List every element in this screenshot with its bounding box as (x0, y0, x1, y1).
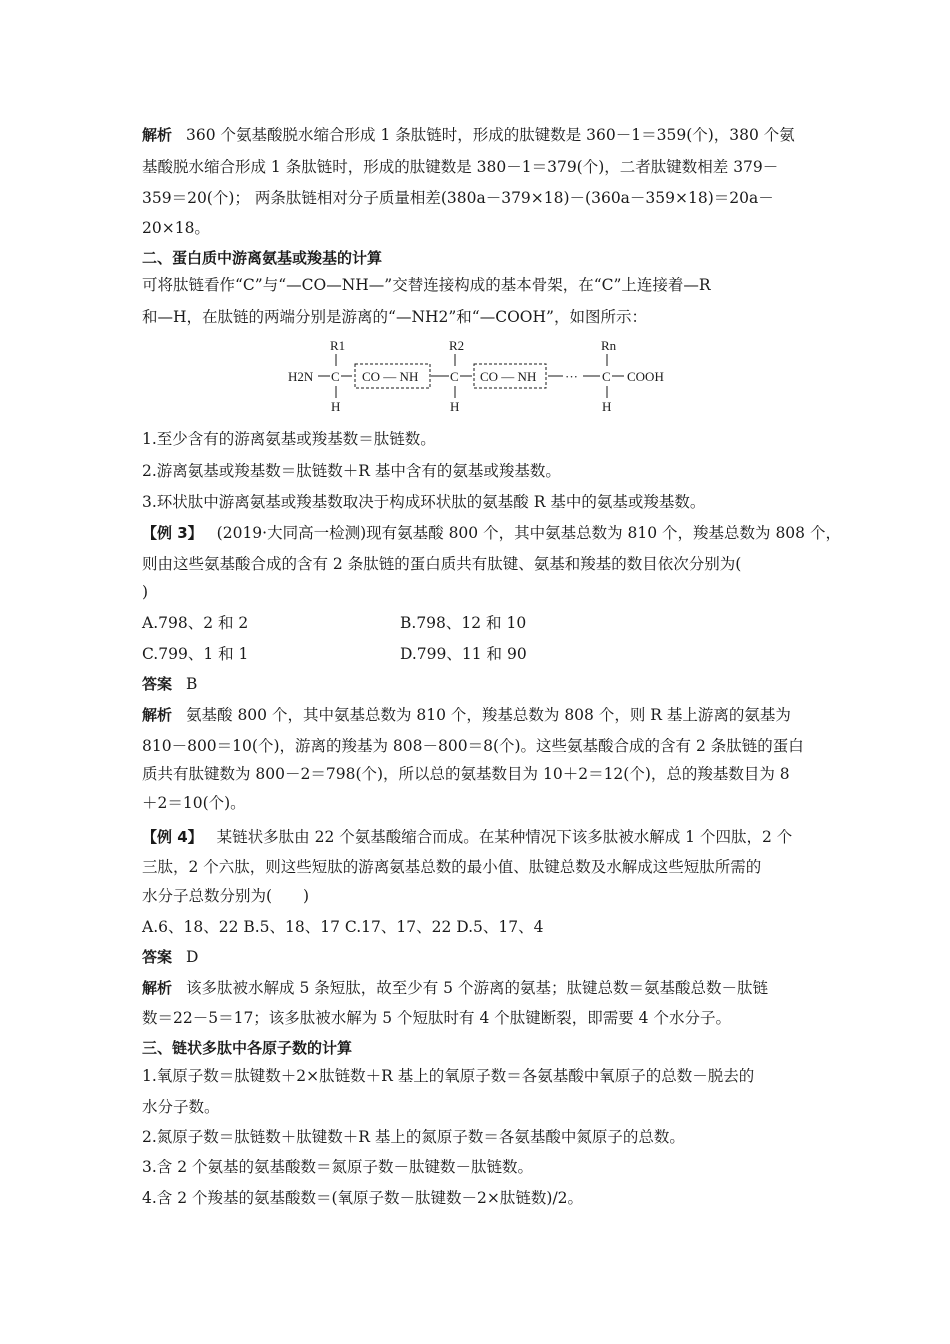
option-c: C.799、1 和 1 (142, 645, 249, 663)
alpha-carbon-n: C (602, 369, 611, 384)
example3-analysis-2: 810－800＝10(个)，游离的羧基为 808－800＝8(个)。这些氨基酸合成的含有 2 条肽链的蛋白 (142, 737, 804, 755)
answer-label: 答案 (142, 948, 173, 966)
peptide-unit-2: CO — NH (480, 369, 537, 384)
section2-rule-3: 3.环状肽中游离氨基或羧基数取决于构成环状肽的氨基酸 R 基中的氨基或羧基数。 (142, 493, 706, 511)
n-terminus: H2N (288, 369, 314, 384)
option-d: D.799、11 和 90 (400, 645, 527, 663)
answer-label: 答案 (142, 675, 173, 693)
example3-analysis-1: 解析 氨基酸 800 个，其中氨基总数为 810 个，羧基总数为 808 个，则 R 基上游离的氨基为 (142, 706, 791, 724)
analysis1-line-4: 20×18。 (142, 219, 210, 237)
example3-options-row-1 (142, 612, 822, 634)
example3-options-row-2 (142, 643, 822, 665)
hydrogen-1: H (331, 399, 341, 414)
example4-line-1: 【例 4】 某链状多肽由 22 个氨基酸缩合而成。在某种情况下该多肽被水解成 1 个四肽，2 个 (142, 828, 793, 846)
peptide-chain-diagram (280, 336, 680, 418)
example4-line-2: 三肽，2 个六肽，则这些短肽的游离氨基总数的最小值、肽键总数及水解成这些短肽所需的 (142, 858, 762, 876)
c-terminus: COOH (627, 369, 664, 384)
r-group-1: R1 (330, 338, 346, 353)
section2-intro-2: 和—H，在肽链的两端分别是游离的“—NH2”和“—COOH”，如图所示： (142, 308, 647, 326)
section2-rule-1: 1.至少含有的游离氨基或羧基数＝肽链数。 (142, 430, 436, 448)
example3-answer: 答案 B (142, 675, 198, 693)
alpha-carbon-2: C (450, 369, 459, 384)
section3-rule-1-cont: 水分子数。 (142, 1098, 220, 1116)
option-b: B.798、12 和 10 (400, 614, 527, 632)
r-group-n: Rn (601, 338, 617, 353)
example3-line-2: 则由这些氨基酸合成的含有 2 条肽链的蛋白质共有肽键、氨基和羧基的数目依次分别为( (142, 555, 742, 573)
example4-line-3: 水分子总数分别为( ) (142, 887, 310, 905)
example3-line-1: 【例 3】 (2019·大同高一检测)现有氨基酸 800 个，其中氨基总数为 810 个，羧基总数为 808 个， (142, 524, 841, 542)
example4-options: A.6、18、22 B.5、18、17 C.17、17、22 D.5、17、4 (142, 918, 544, 936)
section2-intro-1: 可将肽链看作“C”与“—CO—NH—”交替连接构成的基本骨架，在“C”上连接着—R (142, 276, 711, 294)
section3-rule-3: 3.含 2 个氨基的氨基酸数＝氮原子数－肽键数－肽链数。 (142, 1158, 534, 1176)
example3-label: 【例 3】 (142, 524, 203, 542)
r-group-2: R2 (449, 338, 465, 353)
peptide-unit-1: CO — NH (362, 369, 419, 384)
alpha-carbon-1: C (331, 369, 340, 384)
hydrogen-n: H (602, 399, 612, 414)
analysis1-line-1: 解析 360 个氨基酸脱水缩合形成 1 条肽链时，形成的肽键数是 360－1＝359(个)，380 个氨 (142, 126, 795, 144)
section2-heading: 二、蛋白质中游离氨基或羧基的计算 (142, 249, 383, 267)
example3-analysis-3: 质共有肽键数为 800－2＝798(个)，所以总的氨基数目为 10＋2＝12(个)，总的羧基数目为 8 (142, 765, 790, 783)
example4-analysis-2: 数＝22－5＝17；该多肽被水解为 5 个短肽时有 4 个肽键断裂，即需要 4 个水分子。 (142, 1009, 731, 1027)
analysis-label: 解析 (142, 706, 173, 724)
option-a: A.798、2 和 2 (142, 614, 249, 632)
example4-answer: 答案 D (142, 948, 199, 966)
analysis-label: 解析 (142, 979, 173, 997)
section3-rule-4: 4.含 2 个羧基的氨基酸数＝(氧原子数－肽键数－2×肽链数)/2。 (142, 1189, 584, 1207)
section2-rule-2: 2.游离氨基或羧基数＝肽链数＋R 基中含有的氨基或羧基数。 (142, 462, 561, 480)
chain-ellipsis: ··· (565, 369, 578, 384)
analysis1-line-2: 基酸脱水缩合形成 1 条肽链时，形成的肽键数是 380－1＝379(个)，二者肽键数相差 379－ (142, 158, 779, 176)
analysis1-line-3: 359＝20(个)； 两条肽链相对分子质量相差(380a－379×18)－(360a－359×18)＝20a－ (142, 189, 774, 207)
example4-analysis-1: 解析 该多肽被水解成 5 条短肽，故至少有 5 个游离的氨基；肽键总数＝氨基酸总数－肽链 (142, 979, 768, 997)
example3-line-3: ) (142, 583, 149, 601)
analysis-label: 解析 (142, 126, 173, 144)
hydrogen-2: H (450, 399, 460, 414)
example3-analysis-4: ＋2＝10(个)。 (142, 794, 246, 812)
section3-rule-1: 1.氧原子数＝肽键数＋2×肽链数＋R 基上的氧原子数＝各氨基酸中氧原子的总数－脱去的 (142, 1067, 755, 1085)
section3-rule-2: 2.氮原子数＝肽链数＋肽键数＋R 基上的氮原子数＝各氨基酸中氮原子的总数。 (142, 1128, 685, 1146)
section3-heading: 三、链状多肽中各原子数的计算 (142, 1039, 353, 1057)
example4-label: 【例 4】 (142, 828, 203, 846)
